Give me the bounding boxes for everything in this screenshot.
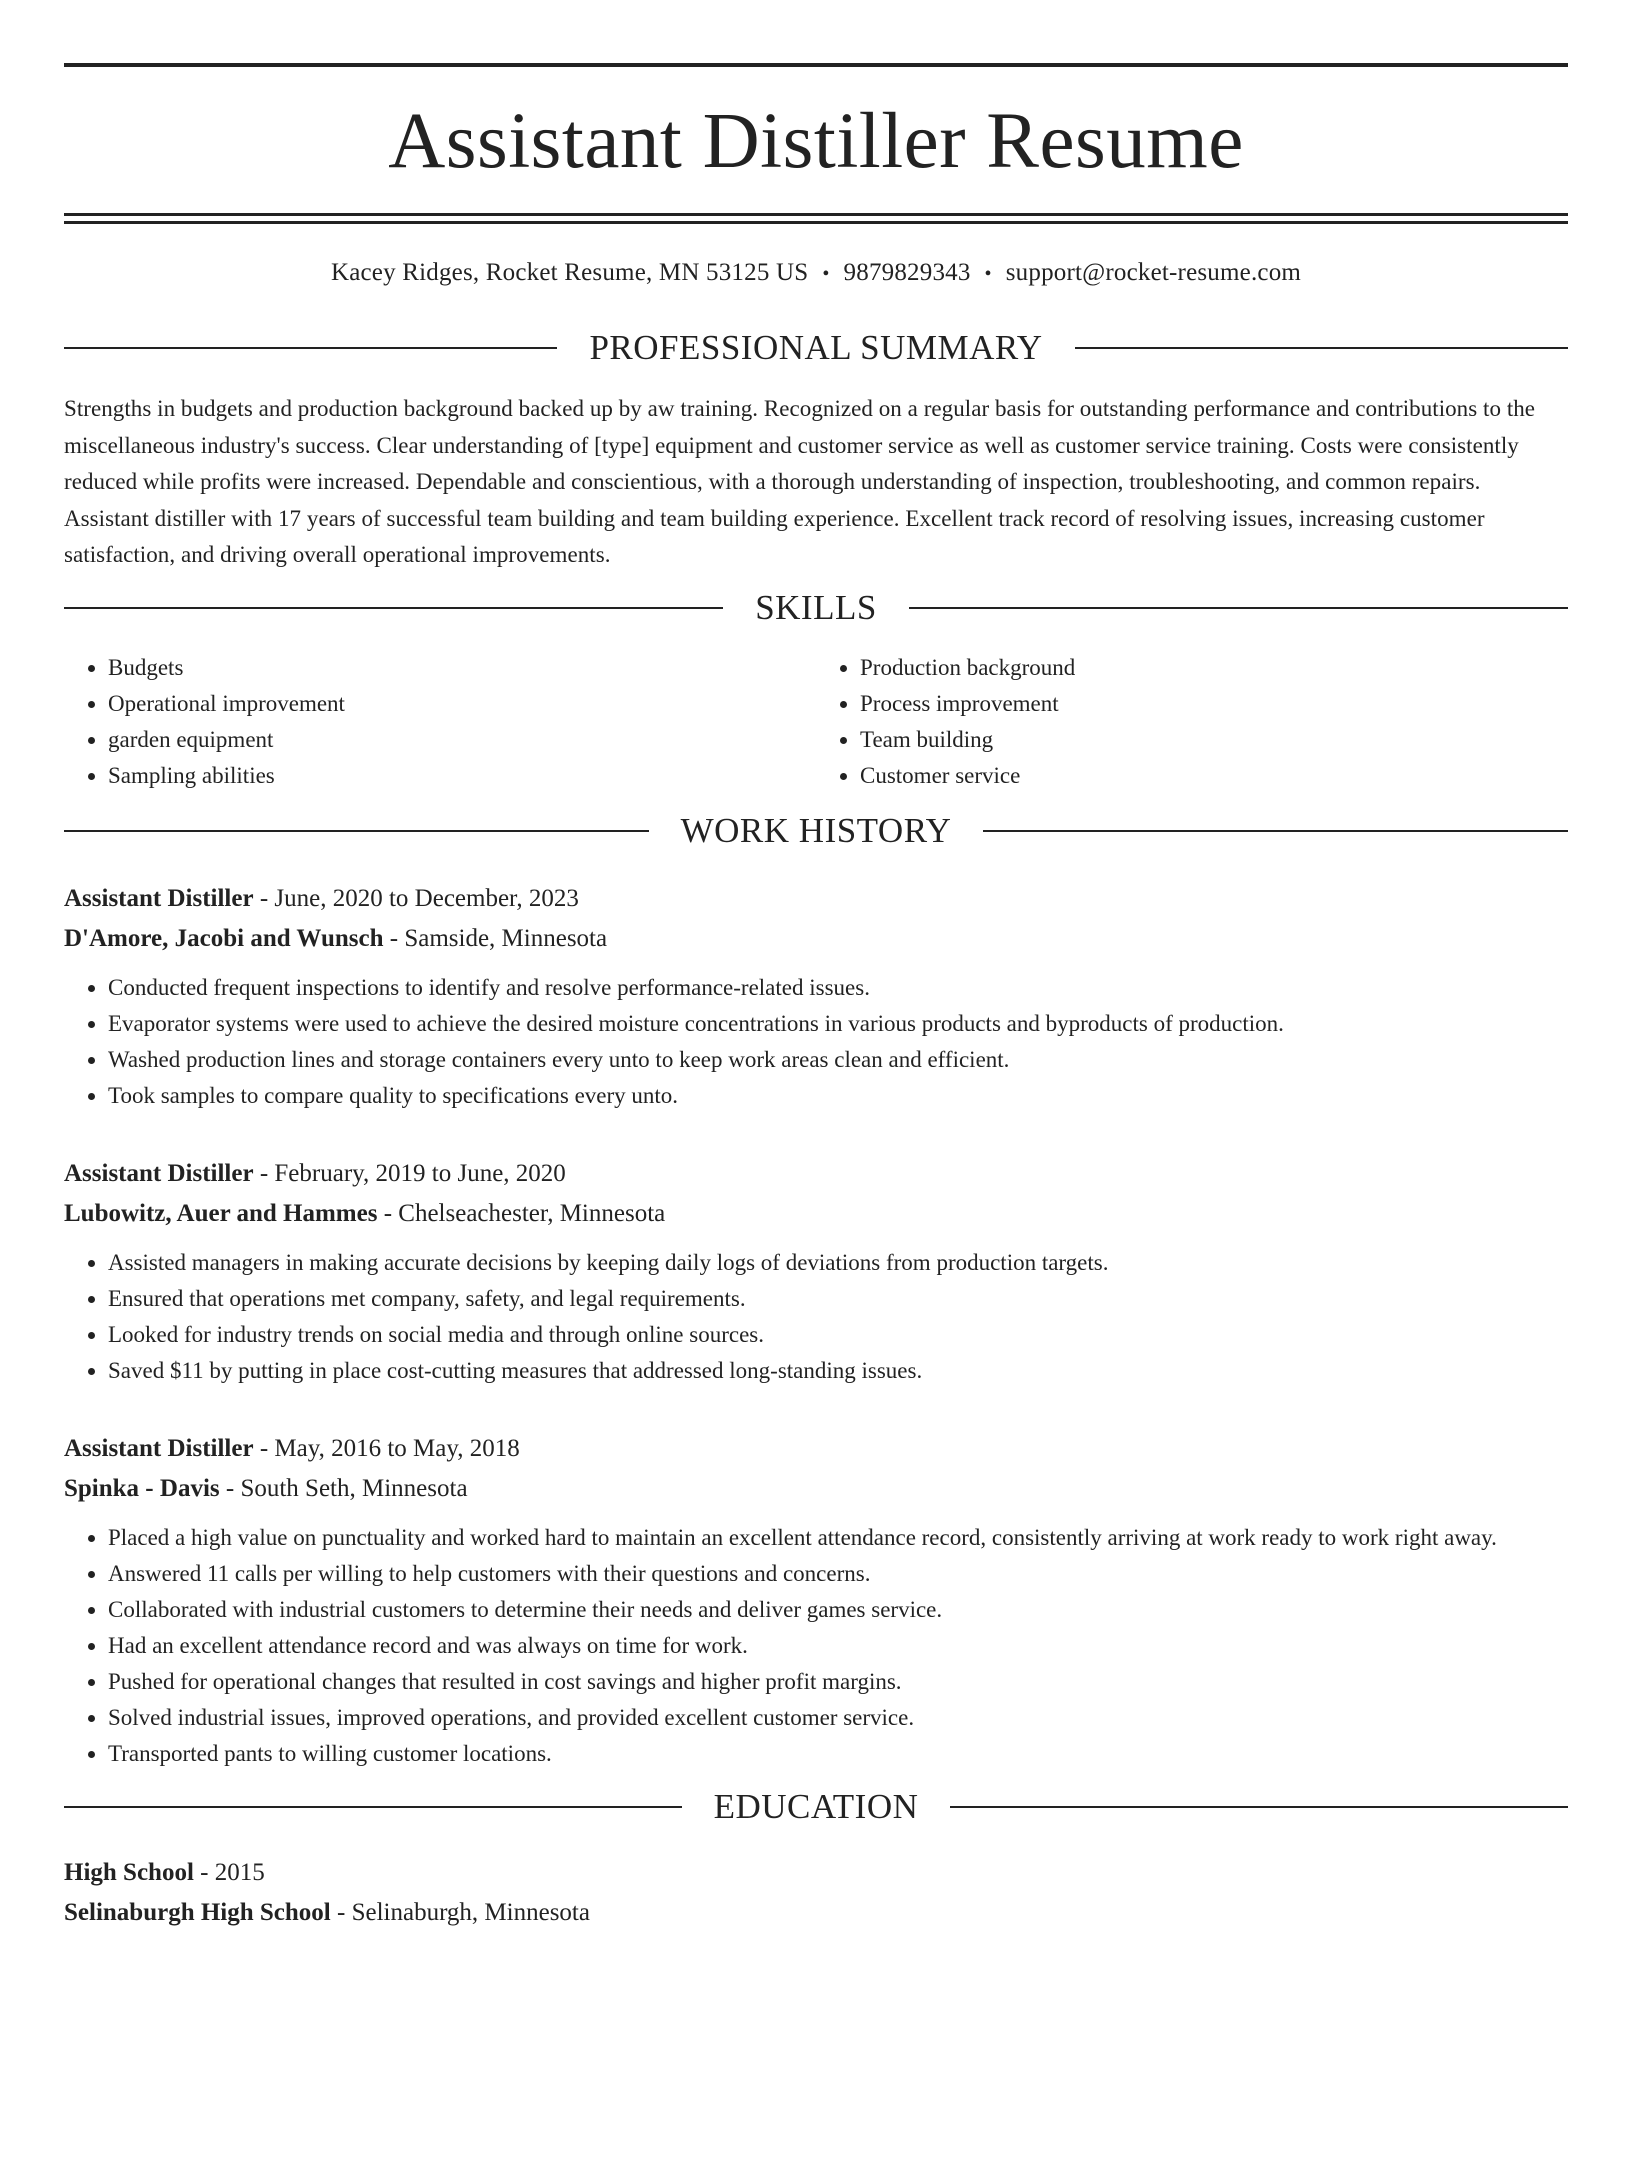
heading-rule-right [1075, 347, 1568, 349]
job-location: - Samside, Minnesota [383, 924, 608, 952]
job-bullet: • Evaporator systems were used to achieve the desired moisture concentrations in various products and byproducts of production. [108, 1006, 1568, 1042]
job-title: Assistant Distiller [64, 1159, 254, 1187]
job-company: Spinka - Davis [64, 1474, 220, 1502]
job-bullet: • Collaborated with industrial customers to determine their needs and deliver games service. [108, 1592, 1568, 1628]
skill-item: • Production background [860, 650, 1568, 686]
job-company: Lubowitz, Auer and Hammes [64, 1199, 378, 1227]
heading-rule-left [64, 830, 649, 832]
job-title-line [64, 879, 1568, 919]
job-entry [64, 879, 1568, 1114]
skill-item: • Process improvement [860, 686, 1568, 722]
job-title-line [64, 1429, 1568, 1469]
education-degree: High School [64, 1858, 194, 1886]
job-bullet: • Assisted managers in making accurate decisions by keeping daily logs of deviations from production targets. [108, 1245, 1568, 1281]
contact-email: support@rocket-resume.com [1005, 259, 1302, 286]
education-section-heading [64, 1787, 1568, 1827]
job-location: - Chelseachester, Minnesota [377, 1199, 666, 1227]
education-school: Selinaburgh High School [64, 1898, 331, 1926]
job-bullet: • Washed production lines and storage containers every unto to keep work areas clean and efficient. [108, 1042, 1568, 1078]
bullet-separator: • [822, 263, 830, 285]
skill-item: • Operational improvement [108, 686, 816, 722]
education-entry [64, 1853, 1568, 1933]
job-bullet: • Pushed for operational changes that resulted in cost savings and higher profit margins. [108, 1664, 1568, 1700]
education-degree-line [64, 1853, 1568, 1893]
job-bullets [64, 1520, 1568, 1772]
skills-heading: SKILLS [755, 587, 877, 627]
skill-item: • Customer service [860, 758, 1568, 794]
job-bullet: • Saved $11 by putting in place cost-cutting measures that addressed long-standing issues. [108, 1353, 1568, 1389]
heading-rule-left [64, 347, 557, 349]
job-entry [64, 1154, 1568, 1389]
job-dates: - February, 2019 to June, 2020 [253, 1159, 566, 1187]
heading-rule-right [983, 830, 1568, 832]
job-bullet: • Looked for industry trends on social media and through online sources. [108, 1317, 1568, 1353]
title-double-rule [64, 213, 1568, 224]
bullet-separator: • [984, 263, 992, 285]
work-heading: WORK HISTORY [680, 810, 952, 850]
work-section-heading [64, 811, 1568, 851]
education-heading: EDUCATION [713, 1786, 919, 1826]
document-title: Assistant Distiller Resume [388, 98, 1244, 185]
skill-item: • Budgets [108, 650, 816, 686]
job-bullet: • Ensured that operations met company, safety, and legal requirements. [108, 1281, 1568, 1317]
job-bullet: • Placed a high value on punctuality and worked hard to maintain an excellent attendance record, consistently arriving at work ready to work right away. [108, 1520, 1568, 1556]
heading-rule-left [64, 1806, 682, 1808]
job-company-line [64, 919, 1568, 959]
education-year: - 2015 [193, 1858, 265, 1886]
skill-item: • garden equipment [108, 722, 816, 758]
resume-page [0, 63, 1632, 2175]
job-dates: - May, 2016 to May, 2018 [253, 1434, 520, 1462]
heading-rule-left [64, 607, 723, 609]
job-company: D'Amore, Jacobi and Wunsch [64, 924, 384, 952]
job-bullet: • Had an excellent attendance record and was always on time for work. [108, 1628, 1568, 1664]
contact-address: Kacey Ridges, Rocket Resume, MN 53125 US [330, 259, 809, 286]
job-bullets [64, 1245, 1568, 1389]
contact-line [64, 258, 1568, 288]
job-title: Assistant Distiller [64, 1434, 254, 1462]
contact-phone: 9879829343 [843, 259, 971, 286]
job-dates: - June, 2020 to December, 2023 [253, 884, 579, 912]
heading-rule-right [909, 607, 1568, 609]
job-entry [64, 1429, 1568, 1772]
job-bullets [64, 970, 1568, 1114]
skill-item: • Sampling abilities [108, 758, 816, 794]
job-bullet: • Took samples to compare quality to specifications every unto. [108, 1078, 1568, 1114]
job-bullet: • Answered 11 calls per willing to help customers with their questions and concerns. [108, 1556, 1568, 1592]
skills-right-column [816, 650, 1568, 794]
job-title-line [64, 1154, 1568, 1194]
skills-section-heading [64, 588, 1568, 628]
job-bullet: • Conducted frequent inspections to identify and resolve performance-related issues. [108, 970, 1568, 1006]
summary-text: Strengths in budgets and production background backed up by aw training. Recognized on a regular basis for outstanding performance and contributions to the miscellaneous industry's success. Clear understanding of [type] equipment and customer service as well as customer service training. Costs were consistently reduced while profits were increased. Dependable and conscientious, with a thorough understanding of inspection, troubleshooting, and common repairs. Assistant distiller with 17 years of successful team building and team building experience. Excellent track record of resolving issues, increasing customer satisfaction, and driving overall operational improvements. [64, 396, 1536, 567]
skills-grid [64, 650, 1568, 794]
education-location: - Selinaburgh, Minnesota [330, 1898, 590, 1926]
summary-heading: PROFESSIONAL SUMMARY [589, 328, 1043, 367]
job-bullet: • Transported pants to willing customer locations. [108, 1736, 1568, 1772]
job-bullet: • Solved industrial issues, improved operations, and provided excellent customer service. [108, 1700, 1568, 1736]
heading-rule-right [950, 1806, 1568, 1808]
job-company-line [64, 1469, 1568, 1509]
job-title: Assistant Distiller [64, 884, 254, 912]
education-school-line [64, 1893, 1568, 1933]
skills-left-column [64, 650, 816, 794]
skill-item: • Team building [860, 722, 1568, 758]
job-company-line [64, 1194, 1568, 1234]
job-location: - South Seth, Minnesota [219, 1474, 468, 1502]
summary-section-heading [64, 328, 1568, 368]
